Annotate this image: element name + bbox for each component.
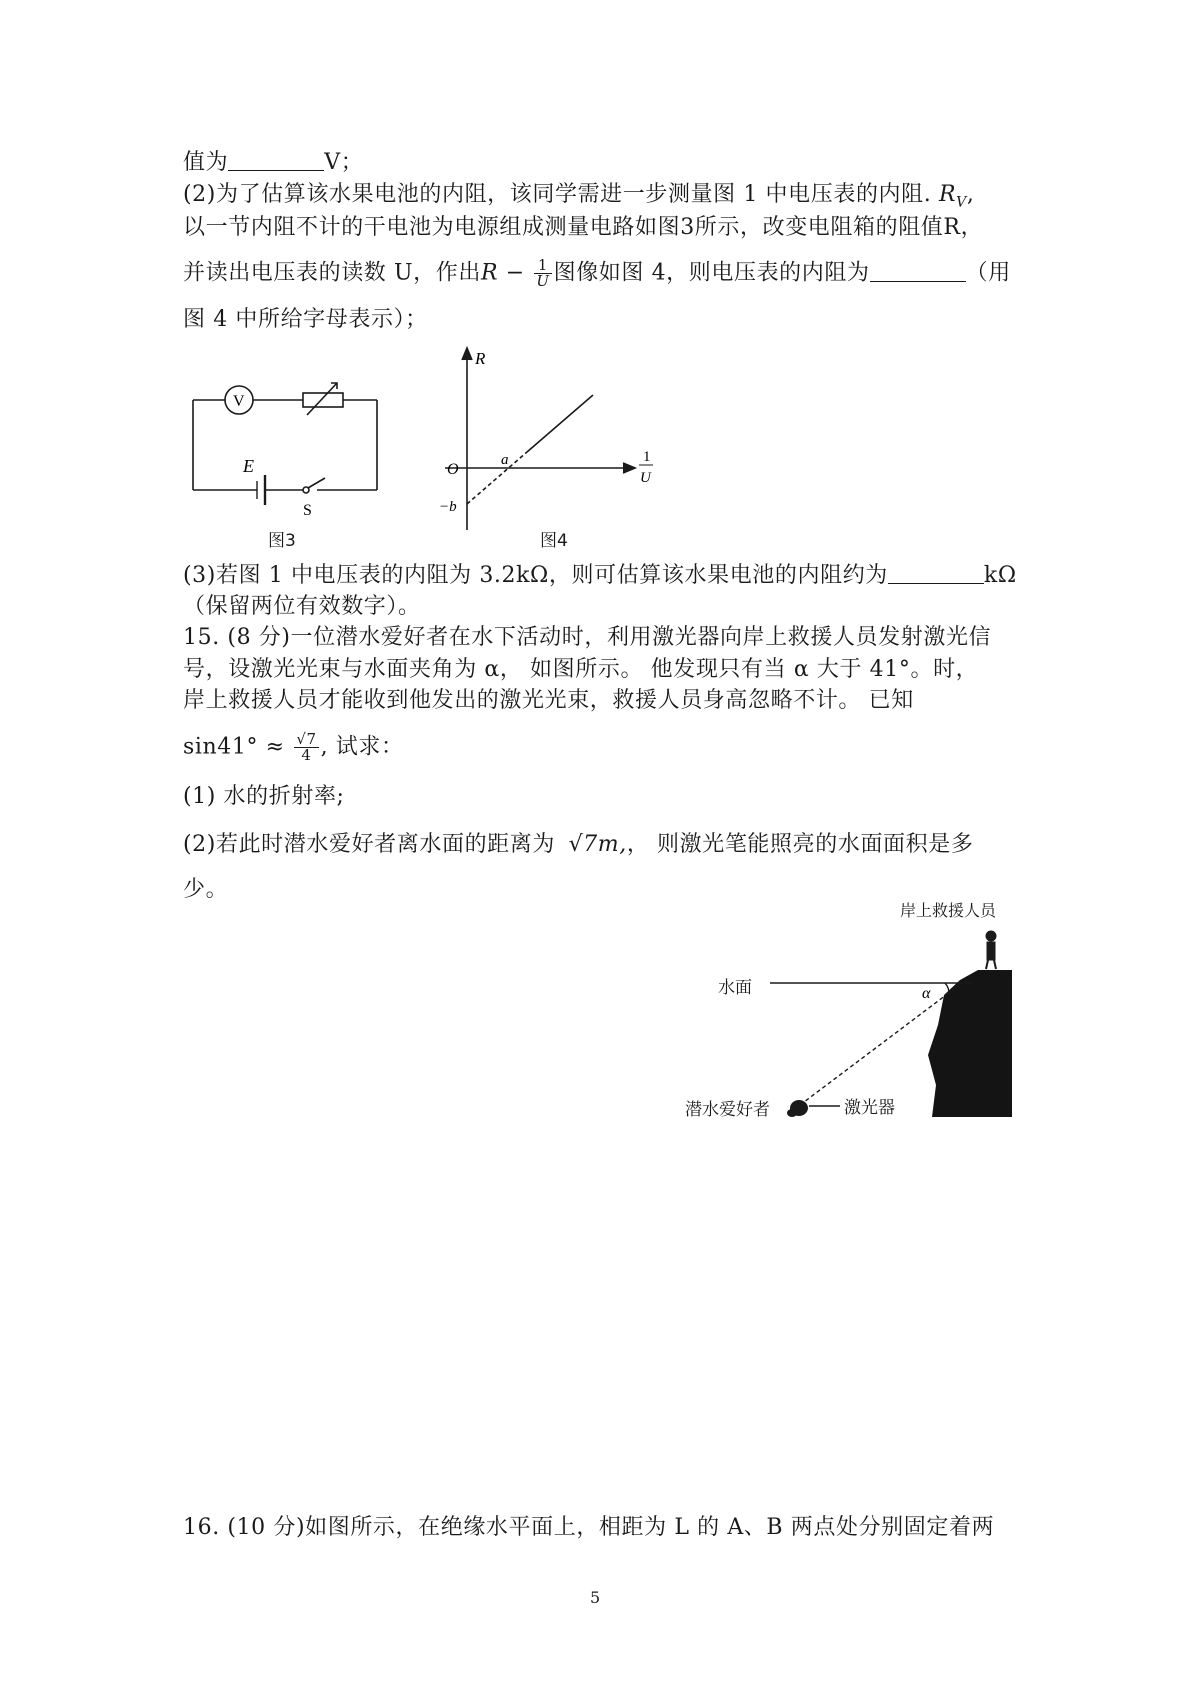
text-segment: (2)为了估算该水果电池的内阻，该同学需进一步测量图 1 中电压表的内阻. <box>183 182 932 207</box>
text-line-1 <box>183 148 363 178</box>
x-intercept-label: a <box>501 452 509 468</box>
text-segment: 少。 <box>183 877 229 902</box>
text-line-14 <box>183 875 228 905</box>
voltmeter-label: V <box>233 393 245 410</box>
answer-blank[interactable] <box>228 148 324 171</box>
figure-4-caption: 图4 <box>540 531 568 551</box>
rescuer-label: 岸上救援人员 <box>900 901 997 920</box>
math-operator: − <box>498 260 533 286</box>
text-segment: V； <box>324 150 364 175</box>
text-segment: 图像如图 4，则电压表的内阻为 <box>553 260 870 286</box>
x-axis-denominator: U <box>640 470 651 486</box>
text-segment: , 试求： <box>320 734 404 760</box>
text-segment: 岸上救援人员才能收到他发出的激光光束，救援人员身高忽略不计。 已知 <box>183 688 914 713</box>
figure-3-circuit <box>185 375 385 550</box>
text-line-15 <box>183 1513 994 1543</box>
text-line-12 <box>183 782 345 812</box>
text-segment: kΩ <box>983 563 1017 588</box>
text-segment: （保留两位有效数字）。 <box>183 594 421 619</box>
text-segment: ， 则激光笔能照亮的水面面积是多 <box>626 832 974 857</box>
answer-blank[interactable] <box>888 561 984 584</box>
text-line-2 <box>183 180 974 217</box>
x-axis-numerator: 1 <box>643 449 651 465</box>
answer-blank[interactable] <box>870 259 966 282</box>
text-segment: (2)若此时潜水爱好者离水面的距离为 <box>183 832 555 857</box>
origin-label: O <box>447 461 459 478</box>
laser-label: 激光器 <box>844 1098 895 1118</box>
battery-label: E <box>243 456 254 476</box>
text-segment: (3)若图 1 中电压表的内阻为 3.2kΩ，则可估算该水果电池的内阻约为 <box>183 563 888 588</box>
text-line-6 <box>183 561 1017 591</box>
page-number: 5 <box>590 1588 601 1607</box>
text-line-13 <box>183 830 973 860</box>
text-line-11 <box>183 732 404 763</box>
fraction-denominator: U <box>536 272 550 290</box>
text-segment: 图 4 中所给字母表示）； <box>183 307 428 332</box>
text-segment: 值为 <box>183 150 229 175</box>
text-segment: 15. (8 分)一位潜水爱好者在水下活动时，利用激光器向岸上救援人员发射激光信 <box>183 625 992 650</box>
fraction-numerator: 1 <box>534 258 551 274</box>
math-var: R <box>480 260 499 286</box>
text-segment: 并读出电压表的读数 U，作出 <box>183 260 481 286</box>
text-segment: sin41° ≈ <box>183 734 285 760</box>
text-line-4 <box>183 258 1011 289</box>
diver-label: 潜水爱好者 <box>685 1100 770 1120</box>
fraction <box>534 258 551 289</box>
text-segment: （用 <box>965 260 1011 286</box>
text-line-3 <box>183 213 983 243</box>
y-axis-label: R <box>475 349 486 368</box>
angle-label: α <box>922 985 931 1002</box>
text-line-8 <box>183 623 991 653</box>
text-line-5 <box>183 305 428 335</box>
text-segment: , <box>966 182 975 207</box>
water-surface-label: 水面 <box>718 978 752 998</box>
text-segment: 号，设激光光束与水面夹角为 α， 如图所示。 他发现只有当 α 大于 41°。时， <box>183 657 979 682</box>
fraction <box>294 732 318 763</box>
figure-3-caption: 图3 <box>268 531 296 551</box>
text-segment: 以一节内阻不计的干电池为电源组成测量电路如图3所示，改变电阻箱的阻值R， <box>183 215 984 240</box>
y-intercept-label: −b <box>439 499 457 515</box>
figure-4-graph <box>415 340 675 535</box>
text-segment: 16. (10 分)如图所示，在绝缘水平面上，相距为 L 的 A、B 两点处分别固定着两 <box>183 1515 995 1540</box>
fraction-denominator: 4 <box>301 746 312 764</box>
fraction-numerator: √7 <box>296 730 317 748</box>
text-line-10 <box>183 686 914 716</box>
text-line-9 <box>183 655 978 685</box>
math-var: R <box>938 182 957 207</box>
switch-label: S <box>303 502 312 519</box>
math-expression: √7m, <box>568 832 627 857</box>
text-line-7 <box>183 592 421 622</box>
math-subscript: V <box>956 194 967 211</box>
text-segment: (1) 水的折射率; <box>183 784 345 809</box>
